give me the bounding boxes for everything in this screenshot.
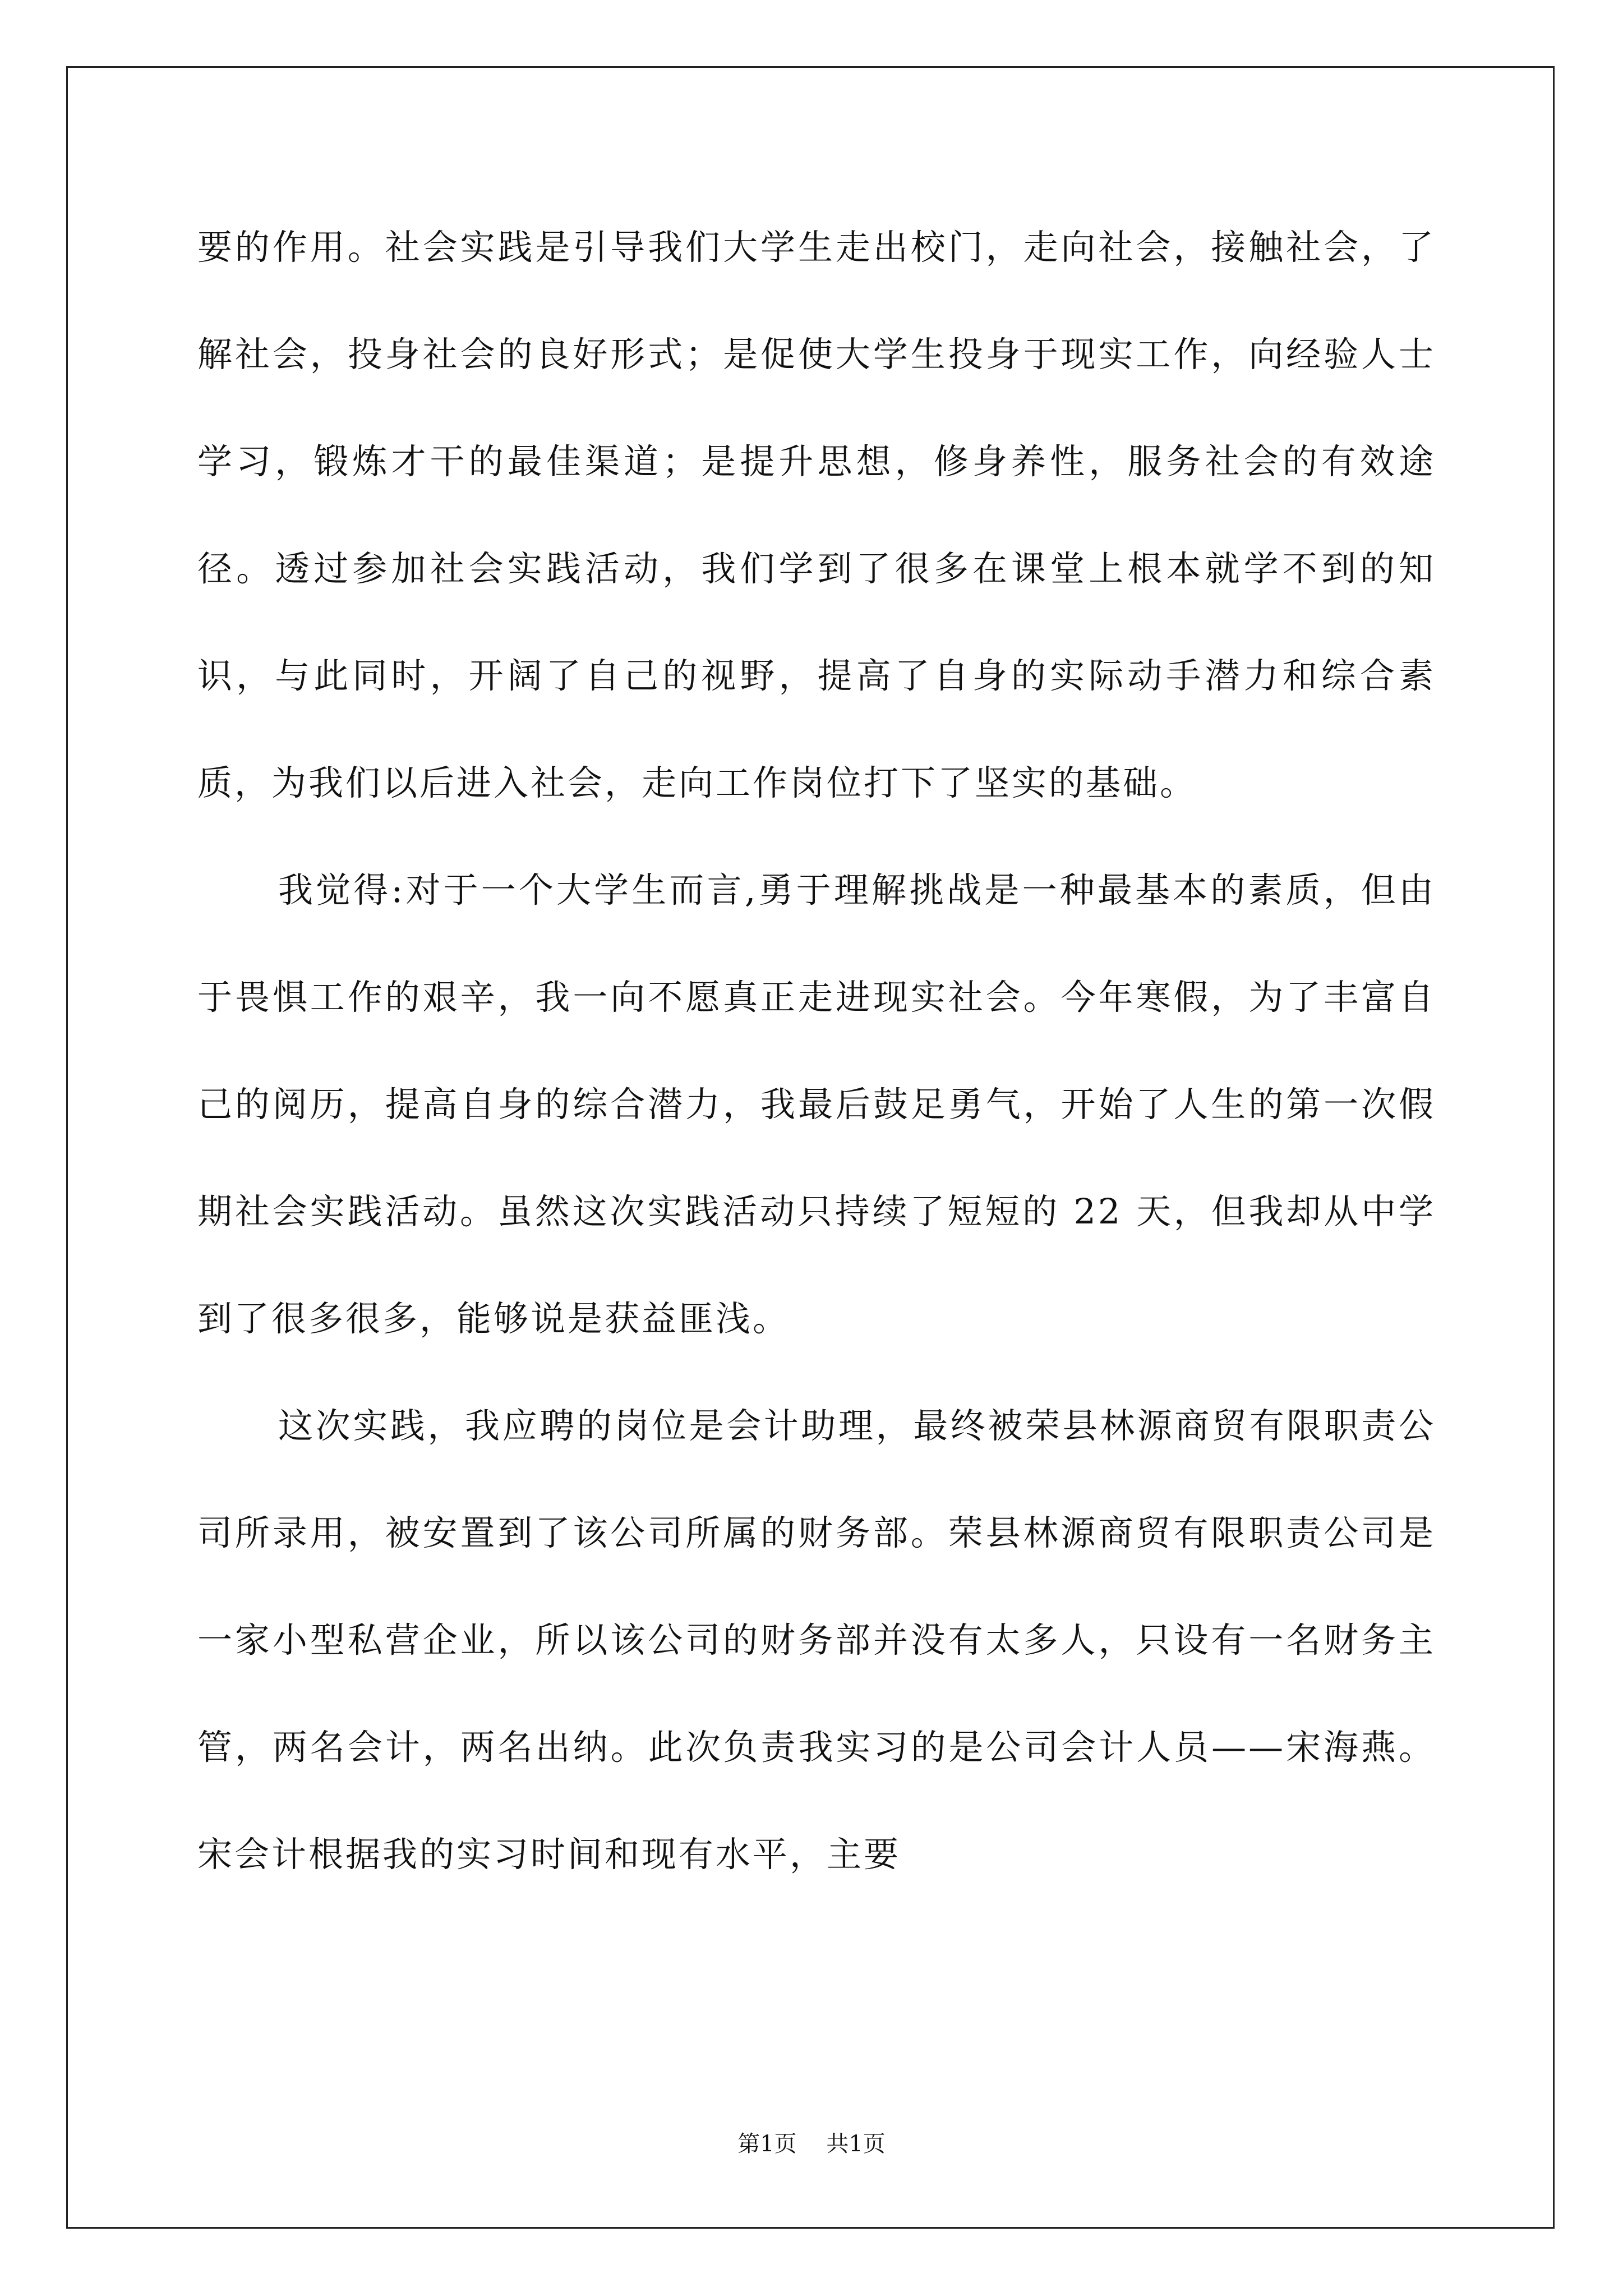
page-footer <box>0 2126 1623 2158</box>
document-body <box>197 194 1436 1908</box>
paragraph-2: 我觉得:对于一个大学生而言,勇于理解挑战是一种最基本的素质，但由于畏惧工作的艰辛，我一向不愿真正走进现实社会。今年寒假，为了丰富自己的阅历，提高自身的综合潜力，我最后鼓足勇气，开始了人生的第一次假期社会实践活动。虽然这次实践活动只持续了短短的 22 天，但我却从中学到了很多很多，能够说是获益匪浅。 <box>197 869 1436 1339</box>
paragraph-3: 这次实践，我应聘的岗位是会计助理，最终被荣县林源商贸有限职责公司所录用，被安置到了该公司所属的财务部。荣县林源商贸有限职责公司是一家小型私营企业，所以该公司的财务部并没有太多人，只设有一名财务主管，两名会计，两名出纳。此次负责我实习的是公司会计人员——宋海燕。宋会计根据我的实习时间和现有水平，主要 <box>197 1405 1436 1875</box>
page-number: 第1页 <box>737 2131 797 2157</box>
page-total: 共1页 <box>826 2131 886 2157</box>
paragraph-1: 要的作用。社会实践是引导我们大学生走出校门，走向社会，接触社会，了解社会，投身社会的良好形式；是促使大学生投身于现实工作，向经验人士学习，锻炼才干的最佳渠道；是提升思想，修身养性，服务社会的有效途径。透过参加社会实践活动，我们学到了很多在课堂上根本就学不到的知识，与此同时，开阔了自己的视野，提高了自身的实际动手潜力和综合素质，为我们以后进入社会，走向工作岗位打下了坚实的基础。 <box>197 227 1436 803</box>
